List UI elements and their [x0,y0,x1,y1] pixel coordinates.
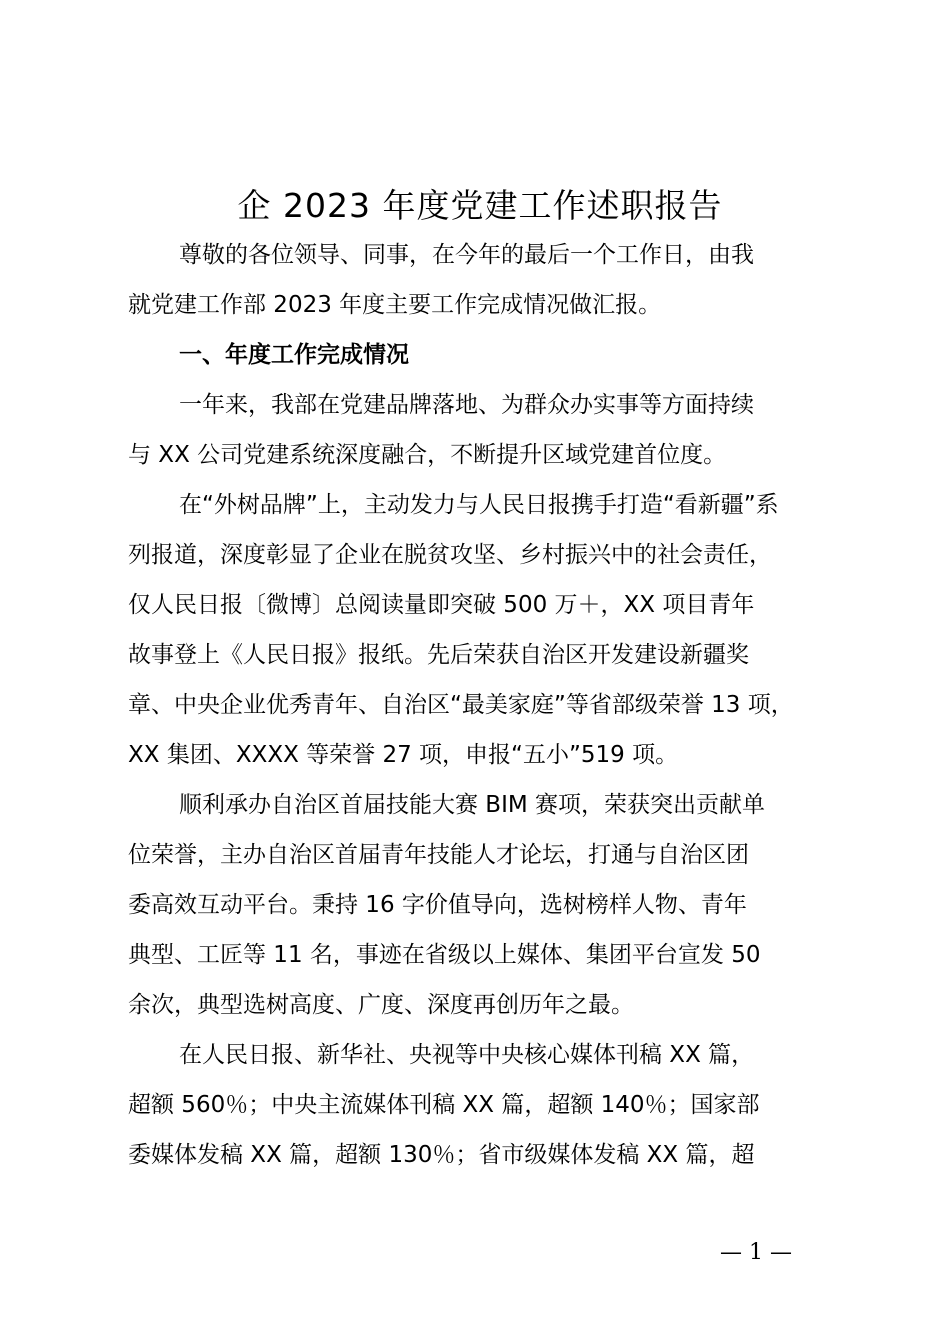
paragraph-line: 章、中央企业优秀青年、自治区“最美家庭”等省部级荣誉 13 项， [128,692,794,718]
paragraph-line: 委媒体发稿 XX 篇，超额 130％；省市级媒体发稿 XX 篇，超 [128,1142,755,1168]
page-number: — 1 — [720,1240,792,1265]
paragraph-line: 余次，典型选树高度、广度、深度再创历年之最。 [128,992,634,1018]
paragraph-line: 典型、工匠等 11 名，事迹在省级以上媒体、集团平台宣发 50 [128,942,761,968]
paragraph-line: 顺利承办自治区首届技能大赛 BIM 赛项，荣获突出贡献单 [179,792,766,818]
paragraph-line: 在“外树品牌”上，主动发力与人民日报携手打造“看新疆”系 [179,492,779,518]
paragraph-line: 与 XX 公司党建系统深度融合，不断提升区域党建首位度。 [128,442,727,468]
paragraph-line: 故事登上《人民日报》报纸。先后荣获自治区开发建设新疆奖 [128,642,749,668]
paragraph-line: 一年来，我部在党建品牌落地、为群众办实事等方面持续 [179,392,754,418]
paragraph-line: 委高效互动平台。秉持 16 字价值导向，选树榜样人物、青年 [128,892,747,918]
paragraph-line: 列报道，深度彰显了企业在脱贫攻坚、乡村振兴中的社会责任， [128,542,772,568]
paragraph-line: 超额 560％；中央主流媒体刊稿 XX 篇，超额 140％；国家部 [128,1092,760,1118]
document-title: 企 2023 年度党建工作述职报告 [237,186,723,225]
paragraph-line: 在人民日报、新华社、央视等中央核心媒体刊稿 XX 篇， [179,1042,755,1068]
paragraph-line: XX 集团、XXXX 等荣誉 27 项，申报“五小”519 项。 [128,742,679,768]
paragraph-line: 仅人民日报〔微博〕总阅读量即突破 500 万＋，XX 项目青年 [128,592,755,618]
paragraph-line: 尊敬的各位领导、同事，在今年的最后一个工作日，由我 [179,242,754,268]
paragraph-line: 位荣誉，主办自治区首届青年技能人才论坛，打通与自治区团 [128,842,749,868]
paragraph-line: 就党建工作部 2023 年度主要工作完成情况做汇报。 [128,292,662,318]
section-heading: 一、年度工作完成情况 [179,342,409,368]
